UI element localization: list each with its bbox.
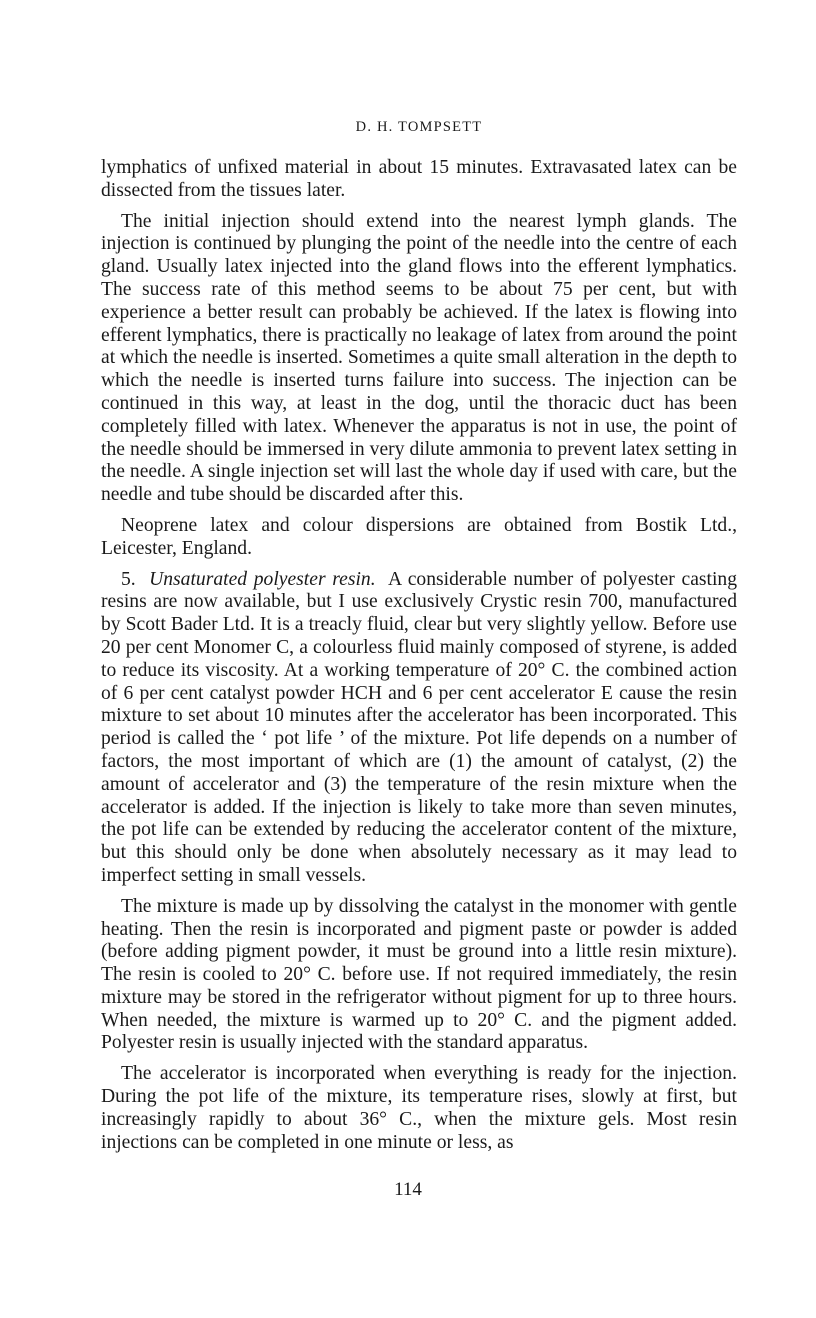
section-number: 5. [121, 568, 136, 590]
paragraph-4-text: A considerable number of polyester casting resins are now available, but I use exclusively Crystic resin 700, manufactured by Scott Bader Ltd. It is a treacly fluid, clear but very slightly yellow. Before use 20 per cent Monomer C, a colourless fluid mainly composed of styrene, is added to reduce its viscosity. At a working temperature of 20° C. the combined action of 6 per cent catalyst powder HCH and 6 per cent accelerator E cause the resin mixture to set about 10 minutes after the accelerator has been incorporated. This period is called the ‘ pot life ’ of the mixture. Pot life depends on a number of factors, the most important of which are (1) the amount of catalyst, (2) the amount of accelerator and (3) the temperature of the resin mixture when the accelerator is added. If the injection is likely to take more than seven minutes, the pot life can be extended by reducing the accelerator content of the mixture, but this should only be done when absolutely necessary as it may lead to imperfect setting in small vessels. [101, 568, 737, 886]
section-heading: Unsaturated polyester resin. [149, 568, 376, 590]
paragraph-1: lymphatics of unfixed material in about 15 minutes. Extravasated latex can be dissected from the tissues later. [101, 157, 737, 201]
page-number: 114 [394, 1179, 422, 1200]
paragraph-3: Neoprene latex and colour dispersions are obtained from Bostik Ltd., Leicester, England. [101, 514, 737, 559]
paragraph-5: The mixture is made up by dissolving the catalyst in the monomer with gentle heating. Then the resin is incorporated and pigment paste or powder is added (before adding pigment powder, it must be ground into a little resin mixture). The resin is cooled to 20° C. before use. If not required immediately, the resin mixture may be stored in the refrigerator without pigment for up to three hours. When needed, the mixture is warmed up to 20° C. and the pigment added. Polyester resin is usually injected with the standard apparatus. [101, 895, 737, 1054]
paragraph-6: The accelerator is incorporated when everything is ready for the injection. During the pot life of the mixture, its temperature rises, slowly at first, but increasingly rapidly to about 36° C., when the mixture gels. Most resin injections can be completed in one minute or less, as [101, 1063, 737, 1153]
paragraph-4 [101, 569, 737, 888]
page-body [101, 118, 737, 1162]
paragraph-2: The initial injection should extend into the nearest lymph glands. The injection is continued by plunging the point of the needle into the centre of each gland. Usually latex injected into the gland flows into the efferent lymphatics. The success rate of this method seems to be about 75 per cent, but with experience a better result can probably be achieved. If the latex is flowing into efferent lymphatics, there is practically no leakage of latex from around the point at which the needle is inserted. Sometimes a quite small alteration in the depth to which the needle is inserted turns failure into success. The injection can be continued in this way, at least in the dog, until the thoracic duct has been completely filled with latex. Whenever the apparatus is not in use, the point of the needle should be immersed in very dilute ammonia to prevent latex setting in the needle. A single injection set will last the whole day if used with care, but the needle and tube should be discarded after this. [101, 210, 737, 506]
running-title: D. H. TOMPSETT [355, 119, 483, 135]
